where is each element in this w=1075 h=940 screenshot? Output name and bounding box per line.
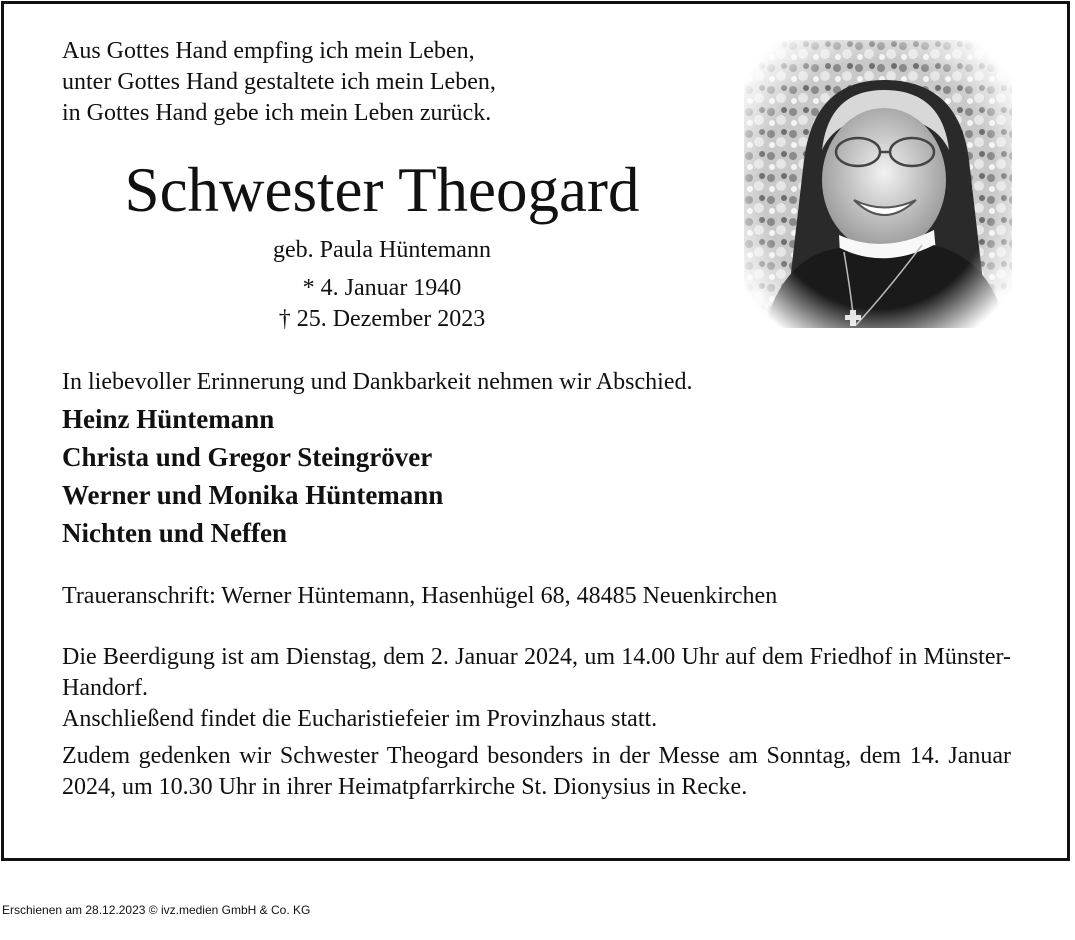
life-dates (62, 273, 702, 335)
farewell-intro: In liebevoller Erinnerung und Dankbarkeit nehmen wir Abschied. (62, 369, 693, 395)
death-date: † 25. Dezember 2023 (278, 306, 486, 332)
deceased-name: Schwester Theogard (124, 155, 640, 225)
portrait-image (744, 40, 1012, 328)
motto-line: Aus Gottes Hand empfing ich mein Leben, (62, 38, 475, 64)
mourner-name: Werner und Monika Hüntemann (62, 480, 444, 510)
mourner-name: Christa und Gregor Steingröver (62, 442, 433, 472)
motto-line: in Gottes Hand gebe ich mein Leben zurück. (62, 100, 492, 126)
motto-line: unter Gottes Hand gestaltete ich mein Leben, (62, 69, 496, 95)
mourner-name: Heinz Hüntemann (62, 404, 275, 434)
birth-date: * 4. Januar 1940 (302, 275, 462, 301)
mourner-name: Nichten und Neffen (62, 518, 288, 548)
mourning-address: Traueranschrift: Werner Hüntemann, Hasenhügel 68, 48485 Neuenkirchen (62, 583, 778, 609)
funeral-info: Die Beerdigung ist am Dienstag, dem 2. Januar 2024, um 14.00 Uhr auf dem Friedhof in Münster-Handorf. (62, 644, 1011, 701)
bible-motto (62, 36, 496, 129)
birth-name: geb. Paula Hüntemann (273, 237, 491, 263)
publication-footer: Erschienen am 28.12.2023 © ivz.medien GmbH & Co. KG (2, 903, 311, 917)
memorial-mass-info: Zudem gedenken wir Schwester Theogard besonders in der Messe am Sonntag, dem 14. Januar 2024, um 10.30 Uhr in ihrer Heimatpfarrkirche St. Dionysius in Recke. (62, 743, 1011, 800)
eucharist-info: Anschließend findet die Eucharistiefeier im Provinzhaus statt. (62, 706, 658, 732)
mourner-list (62, 400, 443, 552)
portrait-photo (744, 40, 1012, 328)
